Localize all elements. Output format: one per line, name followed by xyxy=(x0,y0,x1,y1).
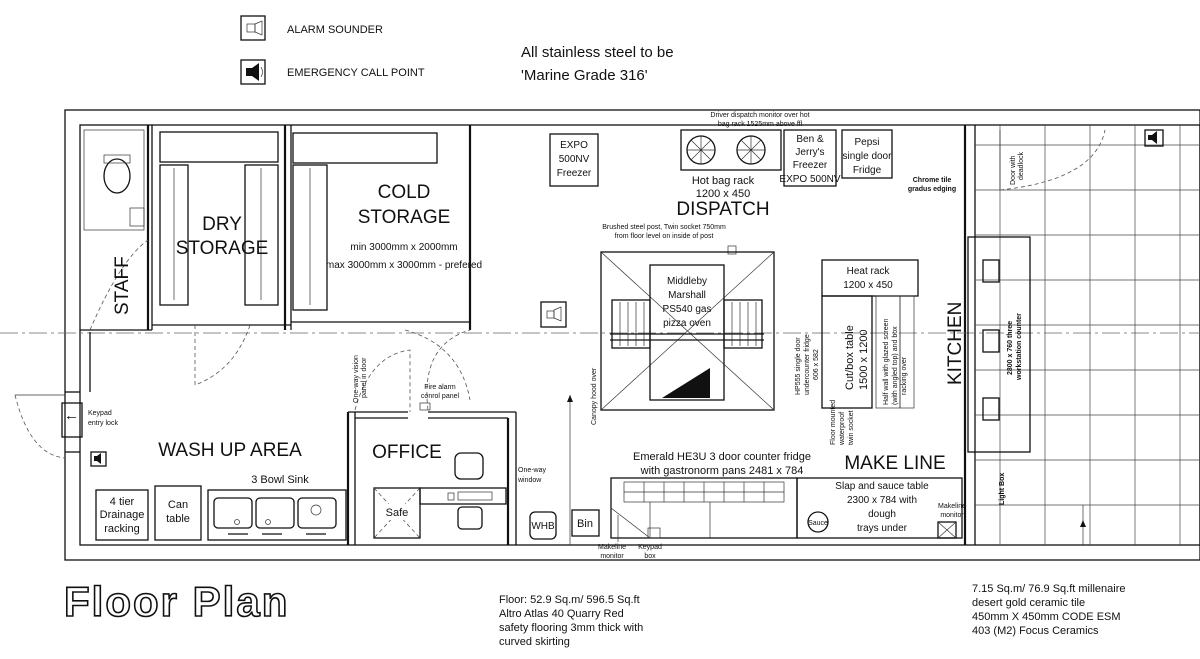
office-chair-icon xyxy=(455,453,483,479)
vision-panel-1: One-way vision xyxy=(353,355,360,403)
cut-box-table-2: 1500 x 1200 xyxy=(858,329,870,390)
fire-alarm-1: Fire alarm xyxy=(424,384,456,391)
make-line-area xyxy=(572,451,966,560)
light-box-label: Light Box xyxy=(999,472,1006,505)
dry-storage xyxy=(152,125,291,385)
alarm-sounder-icon xyxy=(241,16,265,40)
slap-sauce-1: Slap and sauce table xyxy=(835,481,929,492)
keypad-box-1: Keypad xyxy=(638,544,662,551)
makeline-monitor-right-1: Makeline xyxy=(937,503,967,510)
staff-area xyxy=(80,125,152,392)
emerald-fridge-2: with gastronorm pans 2481 x 784 xyxy=(640,465,804,477)
tile-note-4: 403 (M2) Focus Ceramics xyxy=(972,625,1099,637)
expo-freezer-3: Freezer xyxy=(556,168,592,179)
steel-post-note-2: from floor level on inside of post xyxy=(614,233,714,240)
cold-storage xyxy=(291,125,482,400)
room-label-make-line: MAKE LINE xyxy=(844,453,946,474)
three-bowl-sink-label: 3 Bowl Sink xyxy=(251,474,309,486)
wc-basin-icon xyxy=(130,208,144,226)
hot-bag-rack-1: Hot bag rack xyxy=(691,175,755,187)
room-label-cold-storage-1: COLD xyxy=(377,182,431,203)
can-table-2: table xyxy=(166,513,190,525)
half-wall-3: racking over xyxy=(901,356,908,395)
emergency-call-point-icon xyxy=(91,452,106,466)
door-deadlock-1: Door with xyxy=(1010,155,1017,185)
fan-icon xyxy=(737,136,765,164)
page-title: Floor Plan xyxy=(64,578,290,625)
one-way-window-2: window xyxy=(518,477,542,484)
can-table-1: Can xyxy=(167,499,189,511)
workstation-1: 2800 x 760 three xyxy=(1007,320,1014,375)
legend-alarm-sounder: ALARM SOUNDER xyxy=(287,24,383,36)
chrome-tile-2: gradus edging xyxy=(907,186,957,193)
workstation-2: workstation counter xyxy=(1016,313,1023,380)
cold-storage-min: min 3000mm x 2000mm xyxy=(350,242,458,253)
room-label-staff: STAFF xyxy=(112,256,133,315)
tiled-floor-area xyxy=(968,125,1200,545)
makeline-monitor-left-1: Makeline xyxy=(597,544,627,551)
heat-rack-2: 1200 x 450 xyxy=(843,280,893,291)
room-label-dry-storage-2: STORAGE xyxy=(175,238,269,259)
floor-note-3: safety flooring 3mm thick with xyxy=(499,622,644,634)
steel-post-note-1: Brushed steel post, Twin socket 750mm xyxy=(602,224,726,231)
legend xyxy=(241,16,425,84)
ben-jerrys-2: Jerry's xyxy=(795,147,825,158)
floor-note-1: Floor: 52.9 Sq.m/ 596.5 Sq.ft xyxy=(499,594,640,606)
sink-bowl-icon xyxy=(214,498,252,534)
keypad-entry-1: Keypad xyxy=(88,410,112,417)
slap-sauce-4: trays under xyxy=(856,523,908,534)
floor-socket-2: waterproof xyxy=(839,411,846,445)
entrance-area xyxy=(15,395,118,466)
sauce-label: Sauce xyxy=(808,520,828,527)
keypad-entry-2: entry lock xyxy=(88,420,118,427)
steel-note-line2: 'Marine Grade 316' xyxy=(521,67,648,84)
room-label-office: OFFICE xyxy=(372,442,442,463)
fire-alarm-2: conrol panel xyxy=(420,393,460,400)
expo-freezer-2: 500NV xyxy=(558,154,590,165)
pepsi-3: Fridge xyxy=(852,165,882,176)
hot-bag-rack-2: 1200 x 450 xyxy=(695,188,751,200)
room-label-wash-up: WASH UP AREA xyxy=(158,440,302,461)
driver-monitor-2: bag rack 1525mm above ffl xyxy=(717,121,803,128)
alarm-sounder-icon xyxy=(541,302,566,327)
oven-label-4: pizza oven xyxy=(663,318,711,329)
steel-note-line1: All stainless steel to be xyxy=(521,44,674,61)
tile-note-1: 7.15 Sq.m/ 76.9 Sq.ft millenaire xyxy=(972,583,1126,595)
floor-note-2: Altro Atlas 40 Quarry Red xyxy=(499,608,624,620)
vision-panel-2: panel in door xyxy=(361,357,368,398)
tile-note-2: desert gold ceramic tile xyxy=(972,597,1086,609)
half-wall-1: Half wall with glazed screen xyxy=(883,318,890,405)
slap-sauce-2: 2300 x 784 with xyxy=(846,495,918,506)
wash-up-area xyxy=(96,440,346,540)
oven-label-1: Middleby xyxy=(666,276,708,287)
driver-monitor-1: Driver dispatch monitor over hot xyxy=(710,112,810,119)
heat-rack-1: Heat rack xyxy=(846,266,890,277)
arrow-left-icon: ← xyxy=(64,407,79,424)
whb-label: WHB xyxy=(531,521,555,532)
hp555-fridge-2: undercounter fridge xyxy=(804,334,811,395)
room-label-dry-storage-1: DRY xyxy=(202,214,242,235)
one-way-window-1: One-way xyxy=(518,467,547,474)
floor-socket-1: Floor mounted xyxy=(830,399,837,445)
room-label-kitchen: KITCHEN xyxy=(945,301,966,385)
oven-label-3: PS540 gas xyxy=(662,304,712,315)
slap-sauce-3: dough xyxy=(868,509,896,520)
emergency-call-point-icon xyxy=(1145,130,1163,146)
room-label-dispatch: DISPATCH xyxy=(676,199,770,220)
canopy-hood-note: Canopy hood over xyxy=(591,367,598,425)
emerald-fridge-1: Emerald HE3U 3 door counter fridge xyxy=(633,451,811,463)
floor-socket-3: twin socket xyxy=(848,410,855,445)
office-chair-icon xyxy=(458,507,482,529)
door-deadlock-2: deadlock xyxy=(1018,151,1025,180)
chrome-tile-1: Chrome tile xyxy=(912,177,952,184)
bin-label: Bin xyxy=(577,518,593,530)
heat-rack-area xyxy=(795,260,918,446)
cold-storage-max: max 3000mm x 3000mm - prefered xyxy=(325,260,483,271)
makeline-monitor-right-2: monitor xyxy=(940,512,964,519)
legend-emergency-call-point: EMERGENCY CALL POINT xyxy=(287,67,425,79)
sink-bowl-icon xyxy=(298,498,336,534)
hp555-fridge-1: HP555 single door xyxy=(795,337,802,395)
drainage-racking-3: racking xyxy=(104,523,140,535)
oven-label-2: Marshall xyxy=(668,290,706,301)
drainage-racking-2: Drainage xyxy=(99,509,145,521)
keypad-box-2: box xyxy=(644,553,656,560)
pepsi-2: single door xyxy=(842,151,892,162)
toilet-icon xyxy=(104,159,130,193)
floor-note-4: curved skirting xyxy=(499,636,570,648)
hp555-fridge-3: 606 x 582 xyxy=(813,349,820,380)
fan-icon xyxy=(687,136,715,164)
cut-box-table-1: Cut/box table xyxy=(844,325,856,390)
half-wall-2: (with angled top) and box xyxy=(892,326,899,405)
pepsi-1: Pepsi xyxy=(854,137,880,148)
ben-jerrys-1: Ben & xyxy=(796,134,824,145)
dispatch-area xyxy=(550,112,956,220)
makeline-monitor-left-2: monitor xyxy=(600,553,624,560)
pizza-oven xyxy=(567,224,774,545)
safe-label: Safe xyxy=(385,507,409,519)
drainage-racking-1: 4 tier xyxy=(109,496,135,508)
ben-jerrys-3: Freezer xyxy=(792,160,828,171)
emergency-call-point-icon xyxy=(241,60,265,84)
sink-bowl-icon xyxy=(256,498,294,534)
office xyxy=(348,330,556,545)
room-label-cold-storage-2: STORAGE xyxy=(357,207,451,228)
expo-freezer-1: EXPO xyxy=(560,140,588,151)
office-desk xyxy=(420,488,506,504)
tile-note-3: 450mm X 450mm CODE ESM xyxy=(972,611,1121,623)
ben-jerrys-4: EXPO 500NV xyxy=(779,174,841,185)
